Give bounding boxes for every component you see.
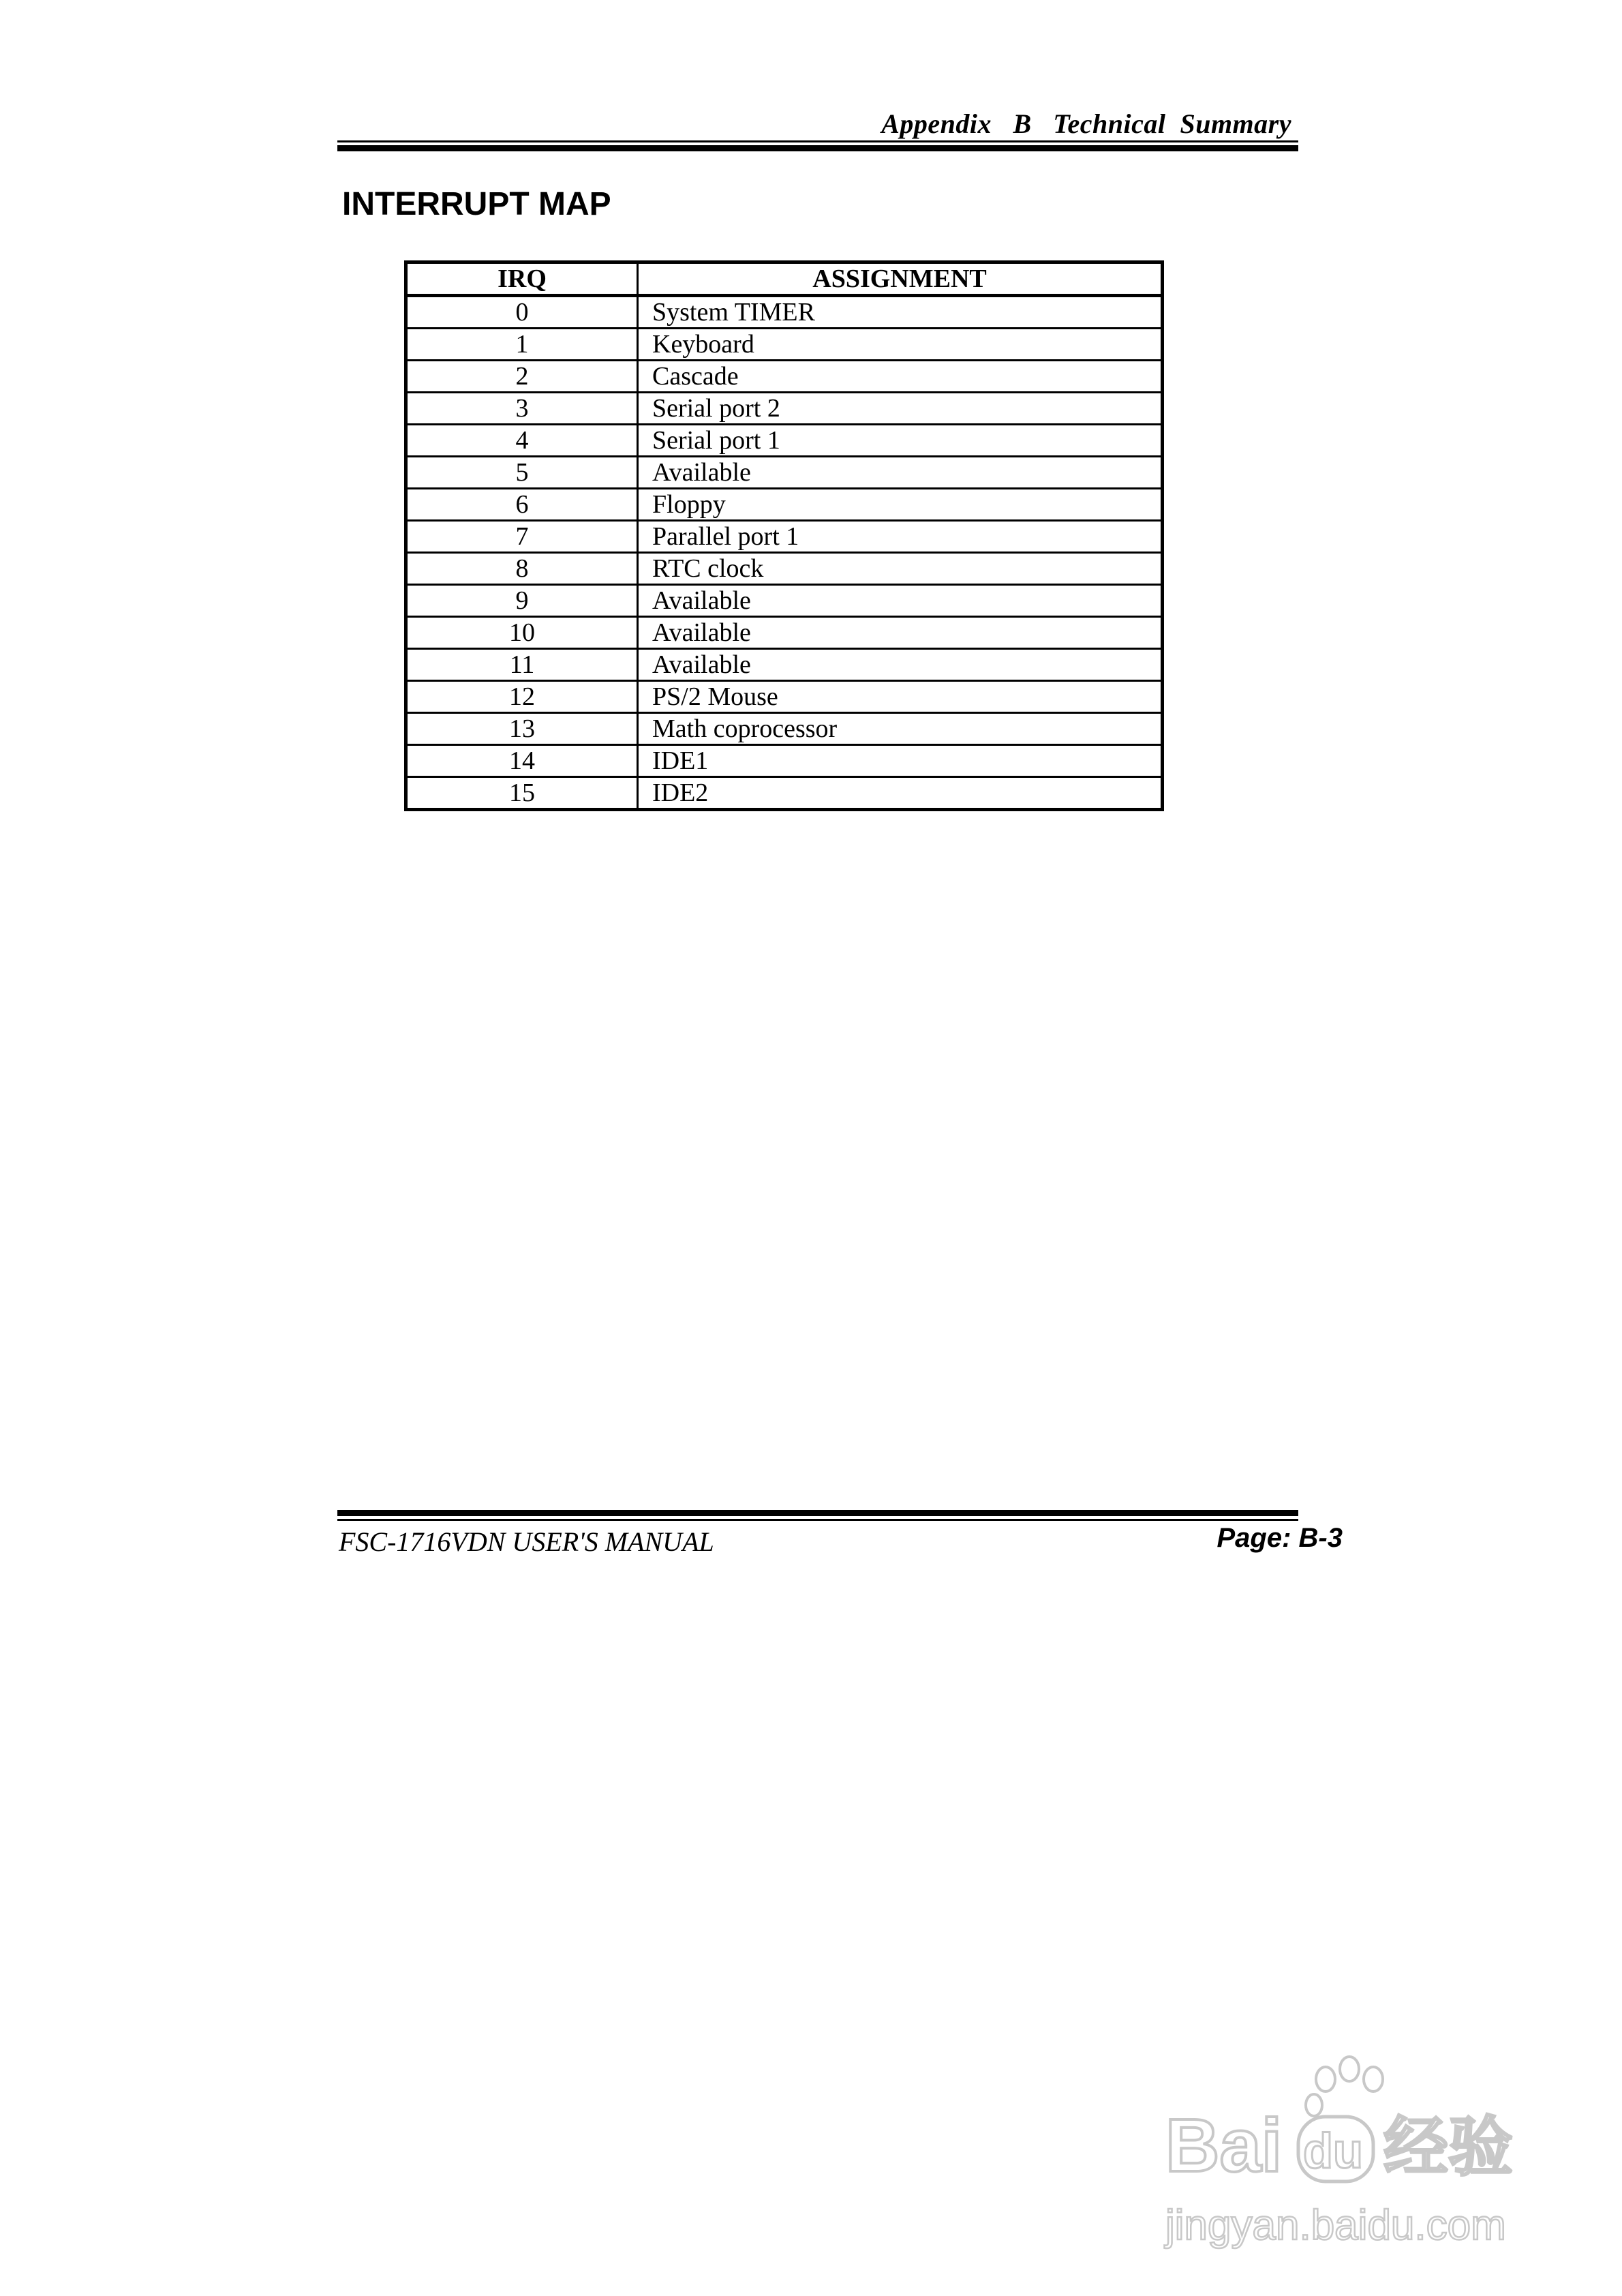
irq-assignment: Available <box>638 617 1163 649</box>
irq-assignment: Math coprocessor <box>638 713 1163 745</box>
table-row <box>406 457 1163 489</box>
irq-number: 3 <box>406 393 638 425</box>
irq-number: 10 <box>406 617 638 649</box>
irq-assignment: Available <box>638 457 1163 489</box>
watermark-url: jingyan.baidu.com <box>1165 2202 1506 2249</box>
table-row <box>406 713 1163 745</box>
watermark-brand-du: du <box>1303 2124 1363 2179</box>
irq-assignment: Floppy <box>638 489 1163 521</box>
running-header: Appendix B Technical Summary <box>881 108 1291 139</box>
irq-assignment: Available <box>638 649 1163 681</box>
irq-assignment: Serial port 1 <box>638 425 1163 457</box>
irq-assignment: IDE1 <box>638 745 1163 777</box>
irq-number: 0 <box>406 296 638 329</box>
table-row <box>406 329 1163 361</box>
irq-number: 2 <box>406 361 638 393</box>
irq-number: 13 <box>406 713 638 745</box>
header-rule-thin <box>337 140 1298 142</box>
footer-rule-thin <box>337 1519 1298 1521</box>
irq-number: 11 <box>406 649 638 681</box>
table-row <box>406 649 1163 681</box>
table-row <box>406 521 1163 553</box>
irq-assignment: Cascade <box>638 361 1163 393</box>
irq-number: 1 <box>406 329 638 361</box>
table-row <box>406 393 1163 425</box>
paw-toe-icon <box>1340 2057 1359 2081</box>
column-header-irq: IRQ <box>406 262 638 296</box>
table-row <box>406 361 1163 393</box>
table-row <box>406 777 1163 810</box>
irq-number: 5 <box>406 457 638 489</box>
irq-number: 7 <box>406 521 638 553</box>
irq-assignment: Parallel port 1 <box>638 521 1163 553</box>
irq-number: 14 <box>406 745 638 777</box>
page-title: INTERRUPT MAP <box>342 186 611 222</box>
irq-assignment: Available <box>638 585 1163 617</box>
table-row <box>406 553 1163 585</box>
table-row <box>406 745 1163 777</box>
irq-number: 12 <box>406 681 638 713</box>
irq-number: 15 <box>406 777 638 810</box>
watermark-brand-bai: Bai <box>1165 2104 1283 2188</box>
irq-assignment: Keyboard <box>638 329 1163 361</box>
table-row <box>406 489 1163 521</box>
irq-assignment: RTC clock <box>638 553 1163 585</box>
table-row <box>406 585 1163 617</box>
irq-number: 9 <box>406 585 638 617</box>
irq-assignment: IDE2 <box>638 777 1163 810</box>
irq-assignment: PS/2 Mouse <box>638 681 1163 713</box>
irq-number: 8 <box>406 553 638 585</box>
irq-number: 6 <box>406 489 638 521</box>
table-row <box>406 617 1163 649</box>
header-rule-thick <box>337 145 1298 151</box>
table-row <box>406 681 1163 713</box>
baidu-jingyan-watermark <box>1159 2052 1540 2256</box>
table-header-row <box>406 262 1163 296</box>
irq-assignment: System TIMER <box>638 296 1163 329</box>
table-row <box>406 425 1163 457</box>
footer-manual-name: FSC-1716VDN USER'S MANUAL <box>339 1526 714 1557</box>
footer-page-number: Page: B-3 <box>1216 1523 1343 1553</box>
paw-toe-icon <box>1306 2094 1322 2116</box>
paw-toe-icon <box>1316 2067 1335 2091</box>
paw-toe-icon <box>1364 2067 1383 2091</box>
irq-assignment: Serial port 2 <box>638 393 1163 425</box>
watermark-brand-jingyan: 经验 <box>1383 2110 1514 2185</box>
column-header-assignment: ASSIGNMENT <box>638 262 1163 296</box>
table-row <box>406 296 1163 329</box>
interrupt-map-table <box>404 260 1164 811</box>
footer-rule-thick <box>337 1510 1298 1516</box>
table-body <box>406 296 1163 810</box>
irq-number: 4 <box>406 425 638 457</box>
